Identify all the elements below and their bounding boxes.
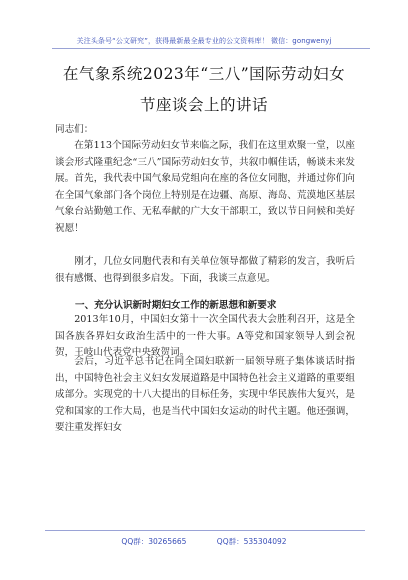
paragraph-intro-remarks: 刚才，几位女同胞代表和有关单位领导都做了精彩的发言，我听后很有感慨、也得到很多启发。下面，我谈三点意见。 (55, 256, 355, 284)
footer-qq-group-1: QQ群：30265665 (121, 537, 187, 546)
footer-qq-group-2: QQ群：535304092 (216, 537, 287, 546)
paragraph-opening: 在第113个国际劳动妇女节来临之际，我们在这里欢聚一堂，以座谈会形式隆重纪念“三八”国际劳动妇女节，共叙巾帼佳话，畅谈未来发展。首先，我代表中国气象局党组向在座的各位女同胞，并通过你们向在全国气象部门各个岗位上特别是在边疆、高原、海岛、荒漠地区基层气象台站勤勉工作、无私奉献的广大女干部职工，致以节日问候和美好祝愿！ (55, 140, 355, 234)
paragraph-congress: 2013年10月，中国妇女第十一次全国代表大会胜利召开，这是全国各族各界妇女政治生活中的一件大事。A等党和国家领导人到会祝贺，王岐山代表党中央致贺词。 (55, 314, 355, 359)
paragraph-xi-remarks: 会后，习近平总书记在同全国妇联新一届领导班子集体谈话时指出，中国特色社会主义妇女发展道路是中国特色社会主义道路的重要组成部分。实现党的十八大提出的目标任务，实现中华民族伟大复兴，是党和国家的工作大局，也是当代中国妇女运动的时代主题。他还强调，要注重发挥妇女 (55, 356, 355, 434)
document-title-line-1: 在气象系统2023年“三八”国际劳动妇女 (62, 65, 346, 83)
section-heading-1: 一、充分认识新时期妇女工作的新思想和新要求 (75, 300, 277, 311)
footer-divider (45, 530, 365, 531)
header-divider (52, 48, 370, 49)
document-title-line-2: 节座谈会上的讲话 (139, 96, 268, 114)
footer (0, 536, 408, 547)
salutation: 同志们： (55, 124, 94, 135)
header-promo-text: 关注头条号“公文研究”，获得最新最全最专业的公文资料库！ 微信：gongwenyj (76, 37, 332, 45)
